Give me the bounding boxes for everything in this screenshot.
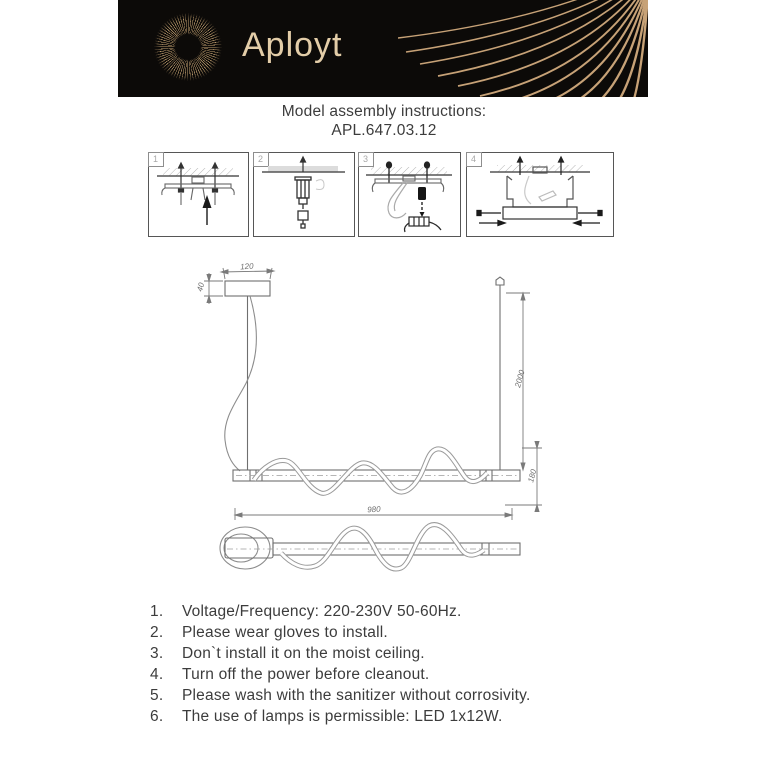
dim-canopy-height xyxy=(195,273,223,304)
step-1-diagram xyxy=(149,153,247,235)
item-number: 1. xyxy=(150,603,164,620)
item-text: Turn off the power before cleanout. xyxy=(182,666,430,683)
starburst-logo-icon xyxy=(154,13,222,81)
canopy xyxy=(225,281,270,296)
step-number-badge: 2 xyxy=(253,152,269,167)
page-title: Model assembly instructions: xyxy=(281,103,487,120)
ceiling xyxy=(490,165,590,172)
step-number-badge: 1 xyxy=(148,152,164,167)
item-text: Please wear gloves to install. xyxy=(182,624,388,641)
step-3-diagram xyxy=(359,153,459,235)
step-number-badge: 3 xyxy=(358,152,374,167)
svg-text:2000: 2000 xyxy=(513,368,527,389)
step-number-badge: 4 xyxy=(466,152,482,167)
assembly-step-4 xyxy=(466,152,614,237)
item-text: Please wash with the sanitizer without corrosivity. xyxy=(182,687,531,704)
assembly-step-2 xyxy=(253,152,355,237)
item-text: The use of lamps is permissible: LED 1x12W. xyxy=(182,708,503,725)
suspension-connector xyxy=(295,177,324,209)
list-item xyxy=(150,685,630,706)
brand-banner xyxy=(118,0,648,97)
dim-canopy-width xyxy=(221,262,274,279)
light-rays-icon xyxy=(398,0,648,97)
svg-text:980: 980 xyxy=(366,504,381,515)
item-number: 6. xyxy=(150,708,164,725)
top-view-drawing xyxy=(195,522,565,594)
assembly-step-3 xyxy=(358,152,461,237)
dim-suspension-length xyxy=(506,293,530,470)
up-arrow xyxy=(203,195,212,225)
assembly-step-1 xyxy=(148,152,249,237)
model-number: APL.647.03.12 xyxy=(331,122,437,139)
item-number: 2. xyxy=(150,624,164,641)
step-2-diagram xyxy=(254,153,353,235)
front-view-drawing xyxy=(190,262,560,524)
item-number: 3. xyxy=(150,645,164,662)
side-screws xyxy=(477,211,602,226)
list-item xyxy=(150,643,630,664)
led-wave-tube xyxy=(254,449,487,494)
dim-body-width xyxy=(235,505,512,520)
svg-text:120: 120 xyxy=(239,262,254,272)
led-wave-tube-top xyxy=(281,525,484,569)
ceiling xyxy=(366,167,452,175)
instruction-list xyxy=(150,601,630,727)
item-text: Voltage/Frequency: 220-230V 50-60Hz. xyxy=(182,603,462,620)
step-4-diagram xyxy=(467,153,612,235)
item-number: 4. xyxy=(150,666,164,683)
list-item xyxy=(150,664,630,685)
left-suspension xyxy=(225,296,257,471)
mounting-bracket xyxy=(372,176,443,192)
item-number: 5. xyxy=(150,687,164,704)
right-suspension xyxy=(496,277,504,470)
ceiling xyxy=(157,168,239,176)
svg-text:40: 40 xyxy=(195,281,207,293)
svg-text:180: 180 xyxy=(526,468,539,484)
cover-bar xyxy=(503,207,577,219)
list-item xyxy=(150,601,630,622)
plug-and-terminal xyxy=(405,187,442,232)
lower-piece xyxy=(298,211,308,228)
mounting-bracket xyxy=(162,177,234,205)
brand-name: Aployt xyxy=(242,26,343,64)
canopy-body xyxy=(507,176,573,207)
item-text: Don`t install it on the moist ceiling. xyxy=(182,645,425,662)
document-title-block xyxy=(0,102,768,140)
list-item xyxy=(150,622,630,643)
left-loop xyxy=(220,527,270,569)
dim-body-height xyxy=(505,441,542,512)
hanging-cable xyxy=(388,183,407,218)
list-item xyxy=(150,706,630,727)
